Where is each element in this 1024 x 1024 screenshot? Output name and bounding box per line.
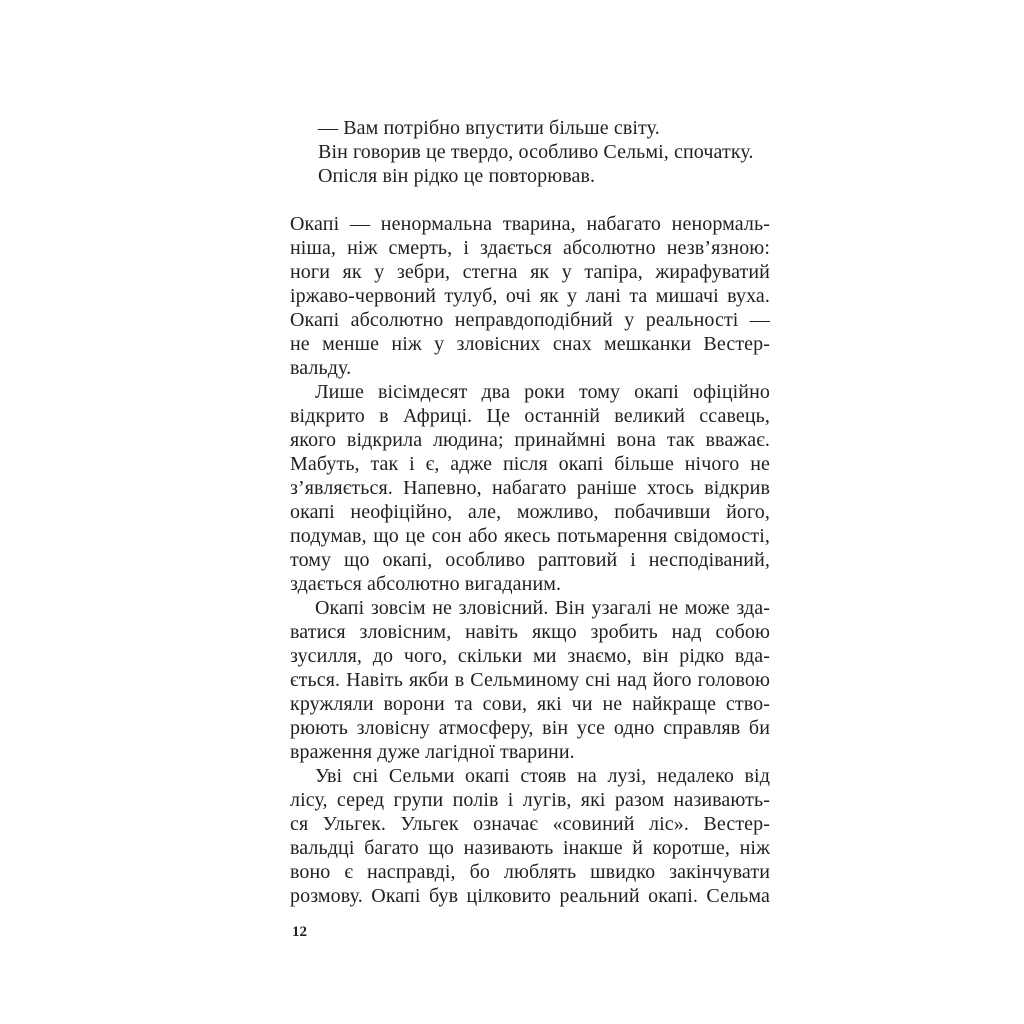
paragraph (290, 212, 770, 380)
text-line: кружляли ворони та сови, які чи не найкраще ство- (290, 693, 770, 715)
text-line: зусилля, до чого, скільки ми знаємо, він рідко вда- (290, 645, 770, 667)
text-line: вальду. (290, 357, 352, 379)
text-line: Мабуть, так і є, адже після окапі більше нічого не (290, 453, 770, 475)
text-line: ється. Навіть якби в Сельминому сні над його головою (290, 669, 770, 691)
paragraph (290, 764, 770, 908)
text-line: ватися зловісним, навіть якщо зробить над собою (290, 621, 770, 643)
text-line: Окапі — ненормальна тварина, набагато ненормаль- (290, 213, 770, 235)
text-line: рюють зловісну атмосферу, він усе одно справляв би (290, 717, 770, 739)
text-line: окапі неофіційно, але, можливо, побачивши його, (290, 501, 770, 523)
text-line: розмову. Окапі був цілковито реальний окапі. Сельма (290, 885, 770, 907)
text-line: ніша, ніж смерть, і здається абсолютно незв’язною: (290, 237, 770, 259)
text-line: іржаво-червоний тулуб, очі як у лані та мишачі вуха. (290, 285, 770, 307)
text-line: Лише вісімдесят два роки тому окапі офіційно (315, 381, 770, 403)
dialogue-line: Він говорив це твердо, особливо Сельмі, спочатку. (318, 141, 754, 163)
text-line: Окапі зовсім не зловісний. Він узагалі не може зда- (315, 597, 770, 619)
text-line: тому що окапі, особливо раптовий і несподіваний, (290, 549, 770, 571)
text-line: якого відкрила людина; принаймні вона так вважає. (290, 429, 770, 451)
text-line: відкрито в Африці. Це останній великий ссавець, (290, 405, 770, 427)
paragraph (290, 596, 770, 764)
dialogue-block (318, 116, 770, 188)
paragraph (290, 380, 770, 596)
text-line: не менше ніж у зловісних снах мешканки Вестер- (290, 333, 770, 355)
text-line: подумав, що це сон або якесь потьмарення свідомості, (290, 525, 770, 547)
page-number: 12 (292, 924, 307, 940)
text-line: воно є насправді, бо люблять швидко закінчувати (290, 861, 770, 883)
paragraphs (290, 212, 770, 908)
text-line: вальдці багато що називають інакше й коротше, ніж (290, 837, 770, 859)
text-line: ноги як у зебри, стегна як у тапіра, жирафуватий (290, 261, 770, 283)
dialogue-line: — Вам потрібно впустити більше світу. (318, 117, 660, 139)
text-line: Окапі абсолютно неправдоподібний у реальності — (290, 309, 770, 331)
text-line: ся Ульгек. Ульгек означає «совиний ліс». Вестер- (290, 813, 770, 835)
text-line: Уві сні Сельми окапі стояв на лузі, недалеко від (315, 765, 770, 787)
text-line: з’являється. Напевно, набагато раніше хтось відкрив (290, 477, 770, 499)
text-line: здається абсолютно вигаданим. (290, 573, 562, 595)
dialogue-line: Опісля він рідко це повторював. (318, 165, 596, 187)
page-text (290, 116, 770, 908)
text-line: лісу, серед групи полів і лугів, які разом називають- (290, 789, 770, 811)
text-line: враження дуже лагідної тварини. (290, 741, 575, 763)
